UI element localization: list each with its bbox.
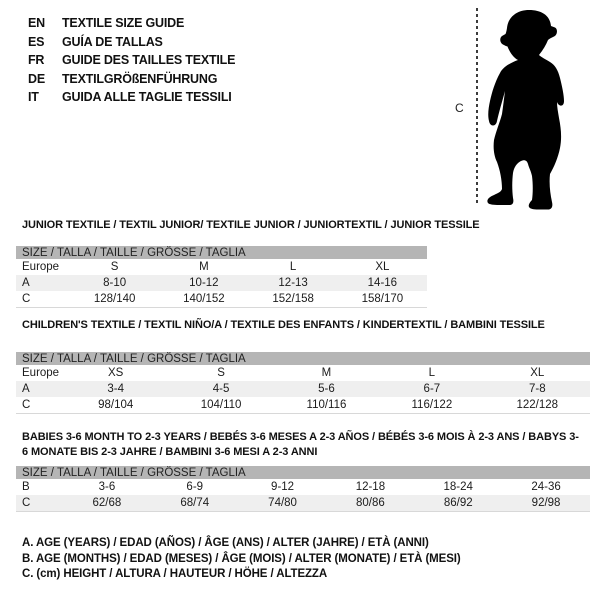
size-cell: 92/98 [502, 495, 590, 512]
size-cell: 9-12 [271, 481, 295, 493]
size-cell: 6-7 [379, 381, 484, 397]
size-tables [16, 218, 600, 512]
row-label: C [22, 399, 31, 411]
table-title: JUNIOR TEXTILE / TEXTIL JUNIOR/ TEXTILE JUNIOR / JUNIORTEXTIL / JUNIOR TESSILE [22, 219, 480, 231]
table-row [16, 259, 427, 275]
guide-title: TEXTILE SIZE GUIDE [62, 16, 185, 30]
size-cell: XL [375, 261, 390, 273]
guide-title: GUÍA DE TALLAS [62, 34, 163, 49]
row-label: C [16, 495, 63, 512]
size-cell: 122/128 [516, 399, 559, 411]
footnote-c: C. (cm) HEIGHT / ALTURA / HAUTEUR / HÖHE / ALTEZZA [22, 568, 328, 580]
table-row [16, 479, 590, 495]
table-title: BABIES 3-6 MONTH TO 2-3 YEARS / BEBÉS 3-6 MESES A 2-3 AÑOS / BÉBÉS 3-6 MOIS À 2-3 ANS / BABYS 3-6 MONATE BIS 2-3 JAHRE / BAMBINI 3-6 MESI A 2-3 ANNI [22, 431, 579, 458]
size-header-bar: SIZE / TALLA / TAILLE / GRÖSSE / TAGLIA [16, 466, 590, 479]
size-cell: 140/152 [183, 293, 225, 305]
size-cell: 4-5 [168, 381, 273, 397]
size-cell: XL [530, 367, 545, 379]
size-cell: 86/92 [414, 495, 502, 512]
size-cell: 158/170 [361, 293, 404, 305]
size-cell: 7-8 [485, 381, 590, 397]
row-label: B [22, 481, 30, 493]
size-cell: L [289, 261, 297, 273]
table-row [16, 397, 590, 414]
size-cell: 12-18 [355, 481, 386, 493]
size-cell: 3-6 [98, 481, 116, 493]
footnote-b: B. AGE (MONTHS) / EDAD (MESES) / ÂGE (MOIS) / ALTER (MONATE) / ETÀ (MESI) [22, 552, 461, 565]
size-cell: 98/104 [98, 399, 134, 411]
size-cell: 5-6 [274, 381, 379, 397]
size-cell: M [321, 367, 332, 379]
size-cell: 62/68 [63, 495, 151, 512]
size-cell: 128/140 [93, 293, 136, 305]
size-cell: 10-12 [159, 275, 248, 291]
size-cell: M [199, 261, 209, 273]
size-cell: 116/122 [411, 399, 453, 411]
table-row [16, 495, 590, 512]
table-row [16, 275, 427, 291]
guide-title: GUIDA ALLE TAGLIE TESSILI [62, 90, 232, 105]
table-row [16, 365, 590, 381]
size-cell: S [217, 367, 225, 379]
size-cell: 104/110 [200, 399, 242, 411]
size-table [16, 466, 590, 512]
size-cell: 14-16 [338, 275, 427, 291]
size-cell: XS [108, 367, 124, 379]
size-cell: 6-9 [186, 481, 204, 493]
size-cell: 152/158 [272, 293, 314, 305]
size-table-section [16, 218, 600, 308]
language-code: ES [28, 34, 45, 49]
toddler-silhouette-icon [0, 0, 600, 212]
language-code: EN [28, 16, 45, 30]
size-table [16, 246, 427, 308]
size-cell: L [428, 367, 436, 379]
size-cell: 24-36 [531, 481, 561, 493]
size-cell: S [110, 261, 119, 273]
size-header-bar: SIZE / TALLA / TAILLE / GRÖSSE / TAGLIA [16, 246, 427, 259]
size-cell: 68/74 [151, 495, 239, 512]
table-title: CHILDREN'S TEXTILE / TEXTIL NIÑO/A / TEXTILE DES ENFANTS / KINDERTEXTIL / BAMBINI TESSILE [22, 319, 545, 331]
row-label: A [16, 381, 63, 397]
footnotes [22, 536, 600, 583]
size-table [16, 352, 590, 414]
size-header-bar: SIZE / TALLA / TAILLE / GRÖSSE / TAGLIA [16, 352, 590, 365]
height-measure-label: C [455, 101, 464, 115]
size-cell: 80/86 [326, 495, 414, 512]
footnote-a: A. AGE (YEARS) / EDAD (AÑOS) / ÂGE (ANS) / ALTER (JAHRE) / ETÀ (ANNI) [22, 537, 429, 549]
language-code: FR [28, 53, 45, 68]
size-table-section [16, 318, 600, 414]
row-label: A [16, 275, 70, 291]
guide-title: TEXTILGRÖßENFÜHRUNG [62, 71, 218, 86]
size-cell: 74/80 [239, 495, 327, 512]
size-cell: 18-24 [443, 481, 473, 493]
size-cell: 110/116 [306, 399, 347, 411]
table-row [16, 291, 427, 308]
size-cell: 8-10 [70, 275, 159, 291]
guide-title: GUIDE DES TAILLES TEXTILE [62, 53, 236, 68]
size-table-section [16, 430, 600, 512]
row-label: C [22, 293, 31, 305]
language-code: IT [28, 90, 39, 105]
size-cell: 12-13 [249, 275, 338, 291]
row-label: Europe [22, 367, 60, 379]
size-cell: 3-4 [63, 381, 168, 397]
language-code: DE [28, 71, 45, 86]
table-row [16, 381, 590, 397]
header [0, 0, 600, 212]
row-label: Europe [22, 261, 60, 273]
